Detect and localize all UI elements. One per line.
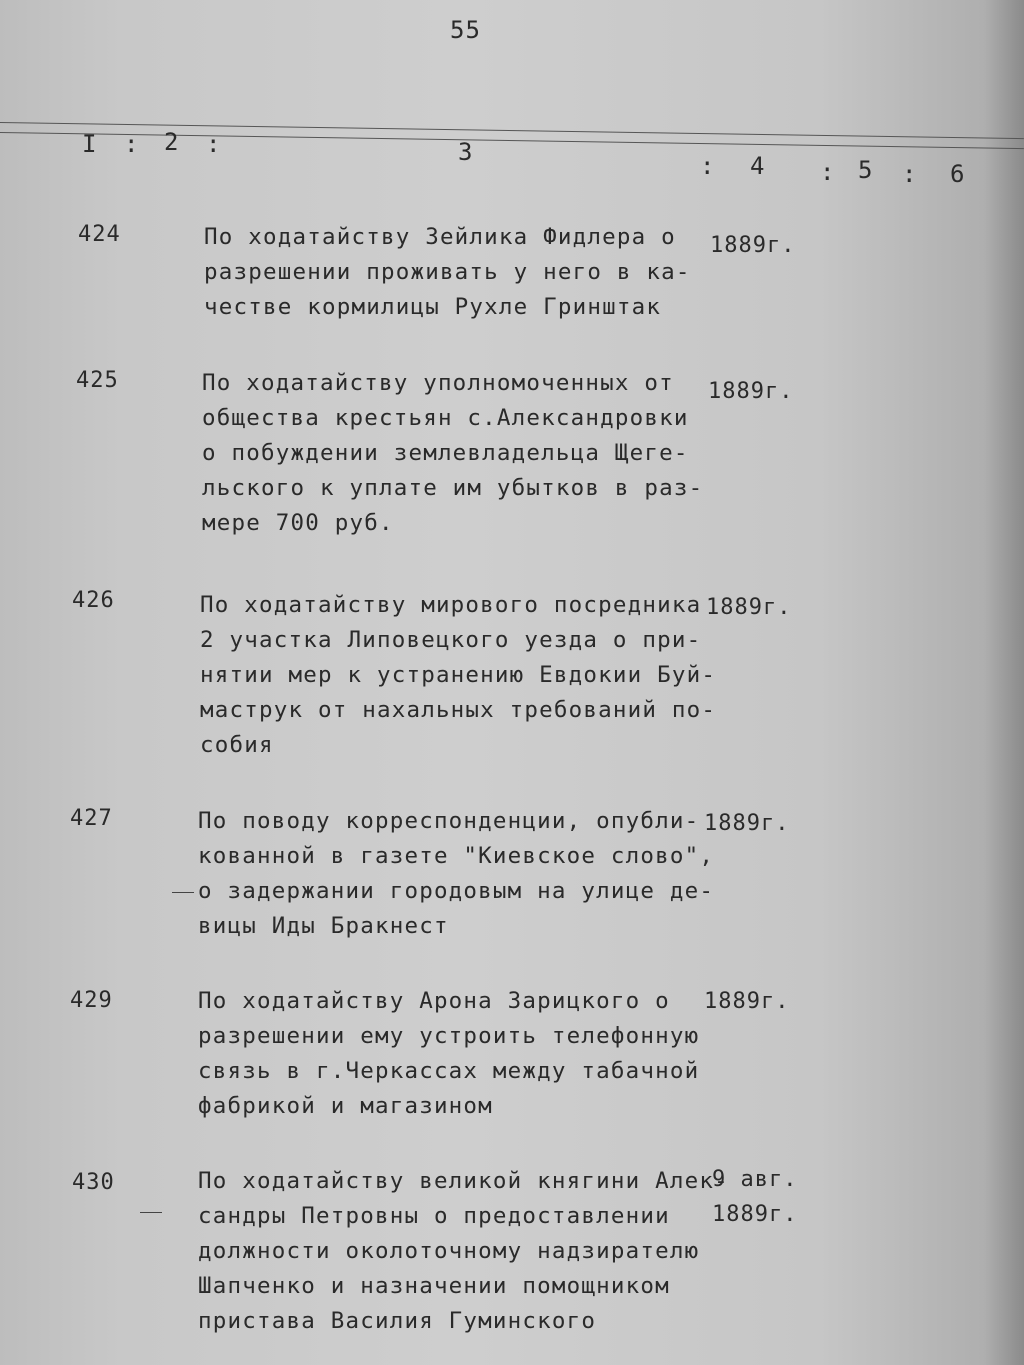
entry-date [706, 590, 791, 625]
column-separator: : [700, 152, 716, 180]
entry-date [708, 374, 793, 409]
entry-line: разрешении ему устроить телефонную [198, 1023, 700, 1049]
entry-date [704, 806, 789, 841]
entry-line: о побуждении землевладельца Щеге- [202, 440, 689, 466]
header-rule-top [0, 122, 1024, 139]
entry-line: вицы Иды Бракнест [198, 913, 449, 939]
entry-line: 2 участка Липовецкого уезда о при- [200, 627, 702, 653]
entry-date [710, 228, 795, 263]
entry-line: о задержании городовым на улице де- [198, 878, 715, 904]
entry-date [712, 1162, 797, 1232]
entry-line: По ходатайству мирового посредника [200, 592, 702, 618]
column-head-6: 6 [950, 160, 966, 188]
entry-number: 425 [76, 368, 119, 393]
entry-line: По поводу корреспонденции, опубли- [198, 808, 700, 834]
page-edge-shadow [984, 0, 1024, 1365]
entry-line: собия [200, 732, 274, 758]
entry-date-line: 1889г. [704, 811, 790, 836]
entry-date-line: 1889г. [712, 1202, 798, 1227]
entry-line: Шапченко и назначении помощником [198, 1273, 670, 1299]
entry-number: 430 [72, 1170, 115, 1195]
column-head-1: I [82, 130, 98, 158]
entry-line: По ходатайству Зейлика Фидлера о [204, 224, 676, 250]
entry-number: 429 [70, 988, 113, 1013]
entry-date-line: 1889г. [706, 595, 792, 620]
margin-dash-mark [172, 892, 194, 893]
header-rule-bottom [0, 132, 1024, 149]
entry-line: мере 700 руб. [202, 510, 394, 536]
entry-line: честве кормилицы Рухле Гринштак [204, 294, 662, 320]
column-separator: : [124, 130, 140, 158]
entry-date-line: 1889г. [704, 989, 790, 1014]
column-head-3: 3 [458, 138, 474, 166]
entry-line: пристава Василия Гуминского [198, 1308, 597, 1334]
entry-line: льского к уплате им убытков в раз- [202, 475, 704, 501]
entry-number: 426 [72, 588, 115, 613]
entry-line: маструк от нахальных требований по- [200, 697, 717, 723]
entry-description [198, 984, 698, 1124]
entry-date-line: 1889г. [708, 379, 794, 404]
entry-line: должности околоточному надзирателю [198, 1238, 700, 1264]
column-head-5: 5 [858, 156, 874, 184]
column-separator: : [820, 158, 836, 186]
entry-description [198, 804, 715, 944]
entry-line: фабрикой и магазином [198, 1093, 493, 1119]
entry-line: общества крестьян с.Александровки [202, 405, 689, 431]
entry-date-line: 1889г. [710, 233, 796, 258]
column-separator: : [206, 130, 222, 158]
entry-description [204, 220, 704, 325]
entry-line: По ходатайству Арона Зарицкого о [198, 988, 670, 1014]
entry-line: нятии мер к устранению Евдокии Буй- [200, 662, 717, 688]
column-head-4: 4 [750, 152, 766, 180]
entry-description [202, 366, 702, 541]
entry-line: По ходатайству великой княгини Алек- [198, 1168, 729, 1194]
entry-line: сандры Петровны о предоставлении [198, 1203, 670, 1229]
entry-line: разрешении проживать у него в ка- [204, 259, 691, 285]
margin-dash-mark [140, 1212, 162, 1213]
entry-date-line: 9 авг. [712, 1167, 798, 1192]
entry-number: 427 [70, 806, 113, 831]
column-head-2: 2 [164, 128, 180, 156]
entry-number: 424 [78, 222, 121, 247]
entry-line: связь в г.Черкассах между табачной [198, 1058, 700, 1084]
column-separator: : [902, 160, 918, 188]
entry-description [200, 588, 717, 763]
entry-line: кованной в газете "Киевское слово", [198, 843, 715, 869]
entry-description [198, 1164, 729, 1339]
page-number: 55 [450, 16, 481, 44]
entry-date [704, 984, 789, 1019]
entry-line: По ходатайству уполномоченных от [202, 370, 674, 396]
